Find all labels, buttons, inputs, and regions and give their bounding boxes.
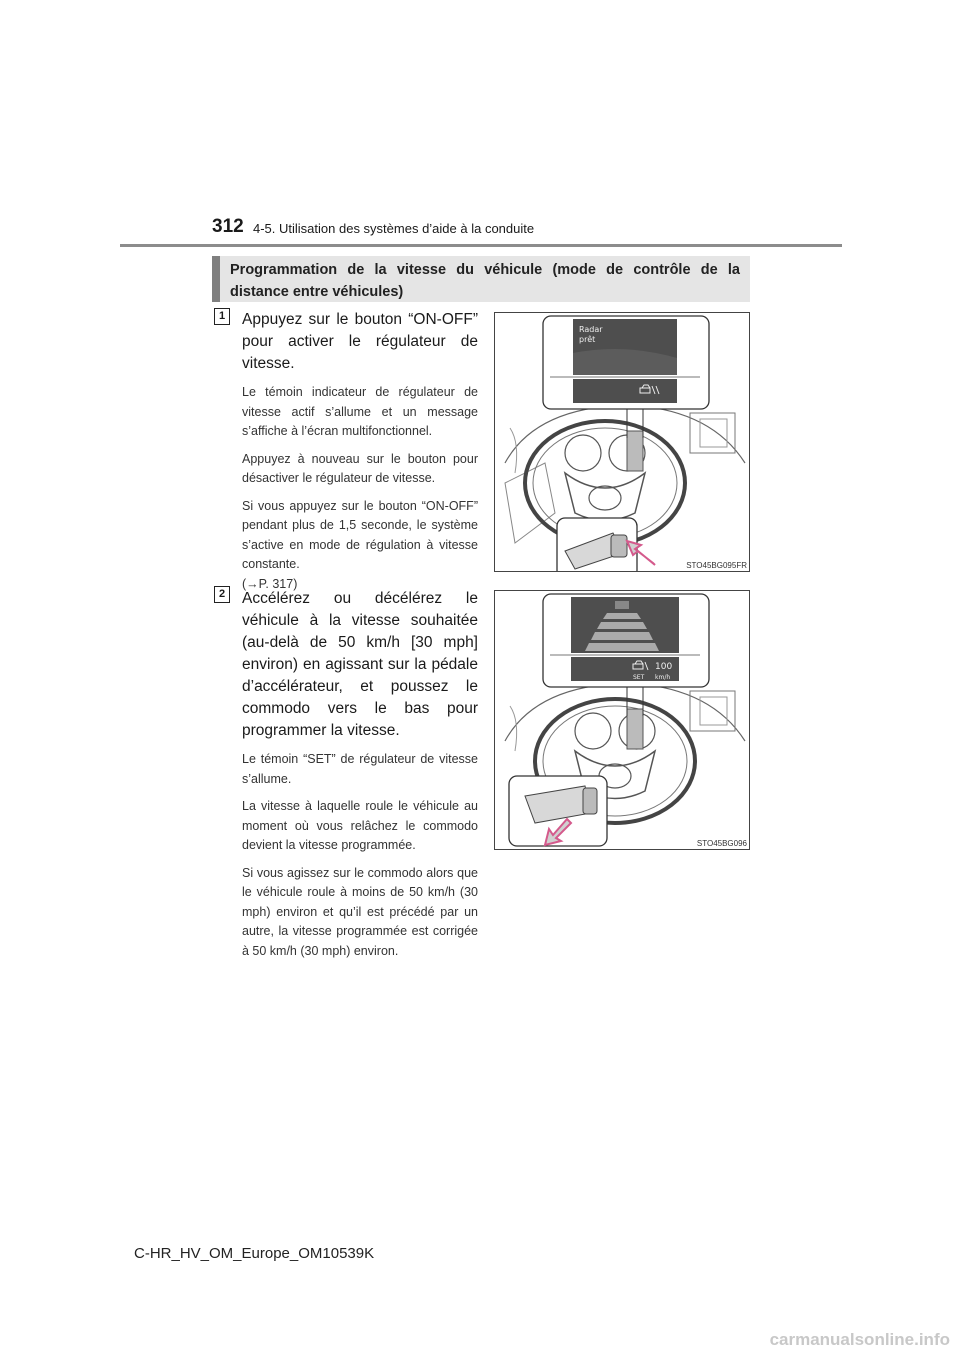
step-1-text [242,309,478,594]
step-1-note-2: Appuyez à nouveau sur le bouton pour désactiver le régulateur de vitesse. [242,451,478,485]
figure-1-code: STO45BG095FR [686,561,747,570]
figure-1-illustration [495,313,750,572]
step-1-note-3 [242,497,478,595]
figure-2-code: STO45BG096 [696,839,747,848]
figure-1 [494,312,750,572]
step-1-page-reference: (→P. 317) [242,576,298,591]
figure-2-illustration [495,591,750,850]
display-speed-unit: km/h [655,674,671,681]
chapter-title: 4-5. Utilisation des systèmes d’aide à la conduite [253,221,535,236]
display-text-pret: prêt [579,335,596,344]
step-2-main: Accélérez ou décélérez le véhicule à la vitesse souhaitée (au-delà de 50 km/h [30 mph] environ) en agissant sur la pédale d’accélérateur, et poussez le commodo vers le bas pour programmer la vitesse. [242,590,478,739]
step-1-note-3-text: Si vous appuyez sur le bouton “ON-OFF” pendant plus de 1,5 seconde, le système s’active en mode de régulation à vitesse constante. [242,498,478,571]
step-number-2: 2 [214,586,230,603]
step-2-text [242,588,478,961]
section-title: Programmation de la vitesse du véhicule (mode de contrôle de la distance entre véhicules) [230,262,740,300]
step-1-note-1: Le témoin indicateur de régulateur de vitesse actif s’allume et un message s’affiche à l’écran multifonctionnel. [242,385,478,438]
header-rule [120,244,842,247]
display-set-label: SET [633,674,645,681]
figure-2 [494,590,750,850]
step-number-1: 1 [214,308,230,325]
watermark: carmanualsonline.info [769,1330,950,1349]
footer-document-id: C-HR_HV_OM_Europe_OM10539K [134,1245,375,1262]
display-text-radar: Radar [579,325,603,334]
section-title-box [212,256,750,302]
page-number: 312 [212,216,244,237]
step-2-note-1: Le témoin “SET” de régulateur de vitesse s’allume. [242,752,478,786]
display-speed-value: 100 [655,662,673,672]
step-1-main: Appuyez sur le bouton “ON-OFF” pour activer le régulateur de vitesse. [242,311,478,372]
step-2-note-3: Si vous agissez sur le commodo alors que le véhicule roule à moins de 50 km/h (30 mph) environ et qu’il est précédé par un autre, la vitesse programmée est corrigée à 50 km/h (30 mph) environ. [242,865,478,958]
step-2-note-2: La vitesse à laquelle roule le véhicule au moment où vous relâchez le commodo devient la vitesse programmée. [242,799,478,852]
